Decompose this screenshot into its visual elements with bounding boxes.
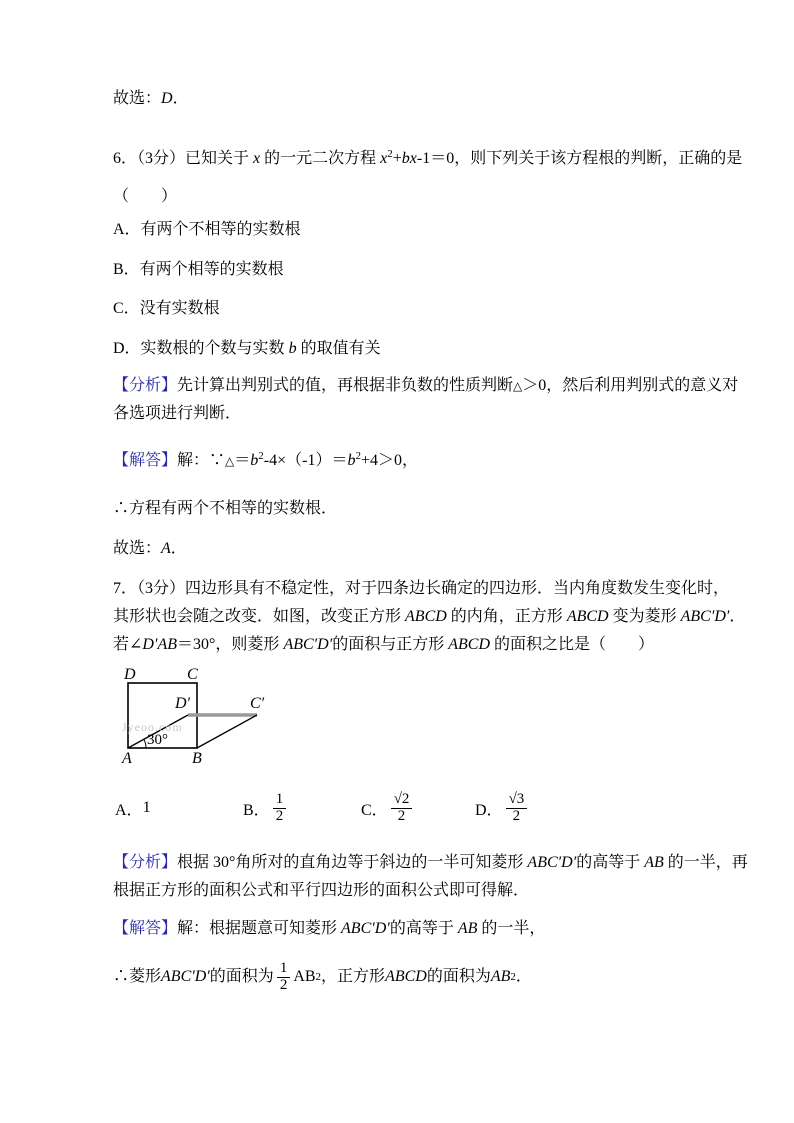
angle-arc [144, 739, 146, 748]
question-6-option-a: A．有两个不相等的实数根 [113, 221, 301, 238]
option-d-fraction [506, 792, 528, 825]
option-a-label: A． [115, 801, 143, 819]
geometry-figure [112, 666, 297, 771]
fraction-numerator: 1 [275, 790, 284, 807]
vertex-label-d: D [124, 666, 136, 683]
fraction-denominator: 2 [391, 808, 413, 825]
vertex-label-b: B [192, 750, 202, 767]
question-7-option-d [475, 786, 530, 830]
question-6-option-d: D．实数根的个数与实数 b 的取值有关 [113, 340, 381, 357]
segment-b-cprime [197, 715, 257, 748]
vertex-label-c: C [187, 666, 198, 683]
question-6-option-b: B．有两个相等的实数根 [113, 261, 284, 278]
fraction-numerator: √2 [393, 790, 410, 807]
question-6-answer-paren: （ ） [113, 188, 178, 205]
question-7-option-b [243, 786, 289, 830]
fraction-numerator: √3 [508, 790, 525, 807]
question-7-options-row [113, 786, 683, 830]
question-7-solution: 【解答】解：根据题意可知菱形 ABC′D′的高等于 AB 的一半， [113, 920, 546, 937]
vertex-label-c-prime: C′ [250, 695, 265, 712]
question-7-stem-line3: 若∠D′AB＝30°，则菱形 ABC′D′的面积与正方形 ABCD 的面积之比是（ ） [113, 636, 655, 653]
question-7-final-statement: ∴菱形 ABC′D′ 的面积为 $\frac{1}{2}$ AB 2 ，正方形 ABCD 的面积为 AB 2 ． [113, 959, 532, 993]
option-b-fraction [273, 792, 287, 825]
question-6-conclusion: ∴方程有两个不相等的实数根． [113, 500, 338, 517]
option-d-label: D． [475, 801, 503, 819]
question-6-analysis-line2: 各选项进行判断． [113, 405, 242, 422]
watermark-text: Jyeoo.com [122, 720, 183, 734]
question-6-solution: 【解答】解：$\because\triangle=b^2-4\times(-1)=b^2+4>0$， [113, 450, 418, 469]
vertex-label-d-prime: D′ [175, 695, 191, 712]
question-7-stem-line2: 其形状也会随之改变．如图，改变正方形 ABCD 的内角，正方形 ABCD 变为菱形 ABC′D′． [113, 608, 746, 625]
option-b-label: B． [243, 801, 270, 819]
question-6-analysis-line1: 【分析】先计算出判别式的值，再根据非负数的性质判断△＞0，然后利用判别式的意义对 [113, 377, 739, 394]
fraction-denominator: 2 [273, 808, 287, 825]
question-7-analysis-line1: 【分析】根据 30°角所对的直角边等于斜边的一半可知菱形 ABC′D′的高等于 AB 的一半，再 [113, 854, 748, 871]
question-7-option-a [115, 786, 151, 830]
geometry-figure-canvas [112, 666, 297, 771]
option-a-value: 1 [142, 799, 151, 816]
vertex-label-a: A [122, 750, 132, 767]
question-7-stem-line1: 7．（3分）四边形具有不稳定性，对于四条边长确定的四边形．当内角度数发生变化时， [113, 580, 730, 597]
fraction-denominator: 2 [506, 808, 528, 825]
question-7-analysis-line2: 根据正方形的面积公式和平行四边形的面积公式即可得解． [113, 882, 530, 899]
option-c-fraction [391, 792, 413, 825]
prev-question-conclusion: 故选：D． [113, 90, 189, 107]
question-7-option-c [361, 786, 415, 830]
question-6-option-c: C．没有实数根 [113, 300, 220, 317]
question-6-final-answer: 故选：A． [113, 540, 187, 557]
question-6-stem: 6．（3分）已知关于 x 的一元二次方程 $x^2+bx-1=0$，则下列关于该方程根的判断，正确的是 [113, 148, 743, 167]
angle-measure-label: 30° [147, 732, 168, 748]
option-c-label: C． [361, 801, 388, 819]
